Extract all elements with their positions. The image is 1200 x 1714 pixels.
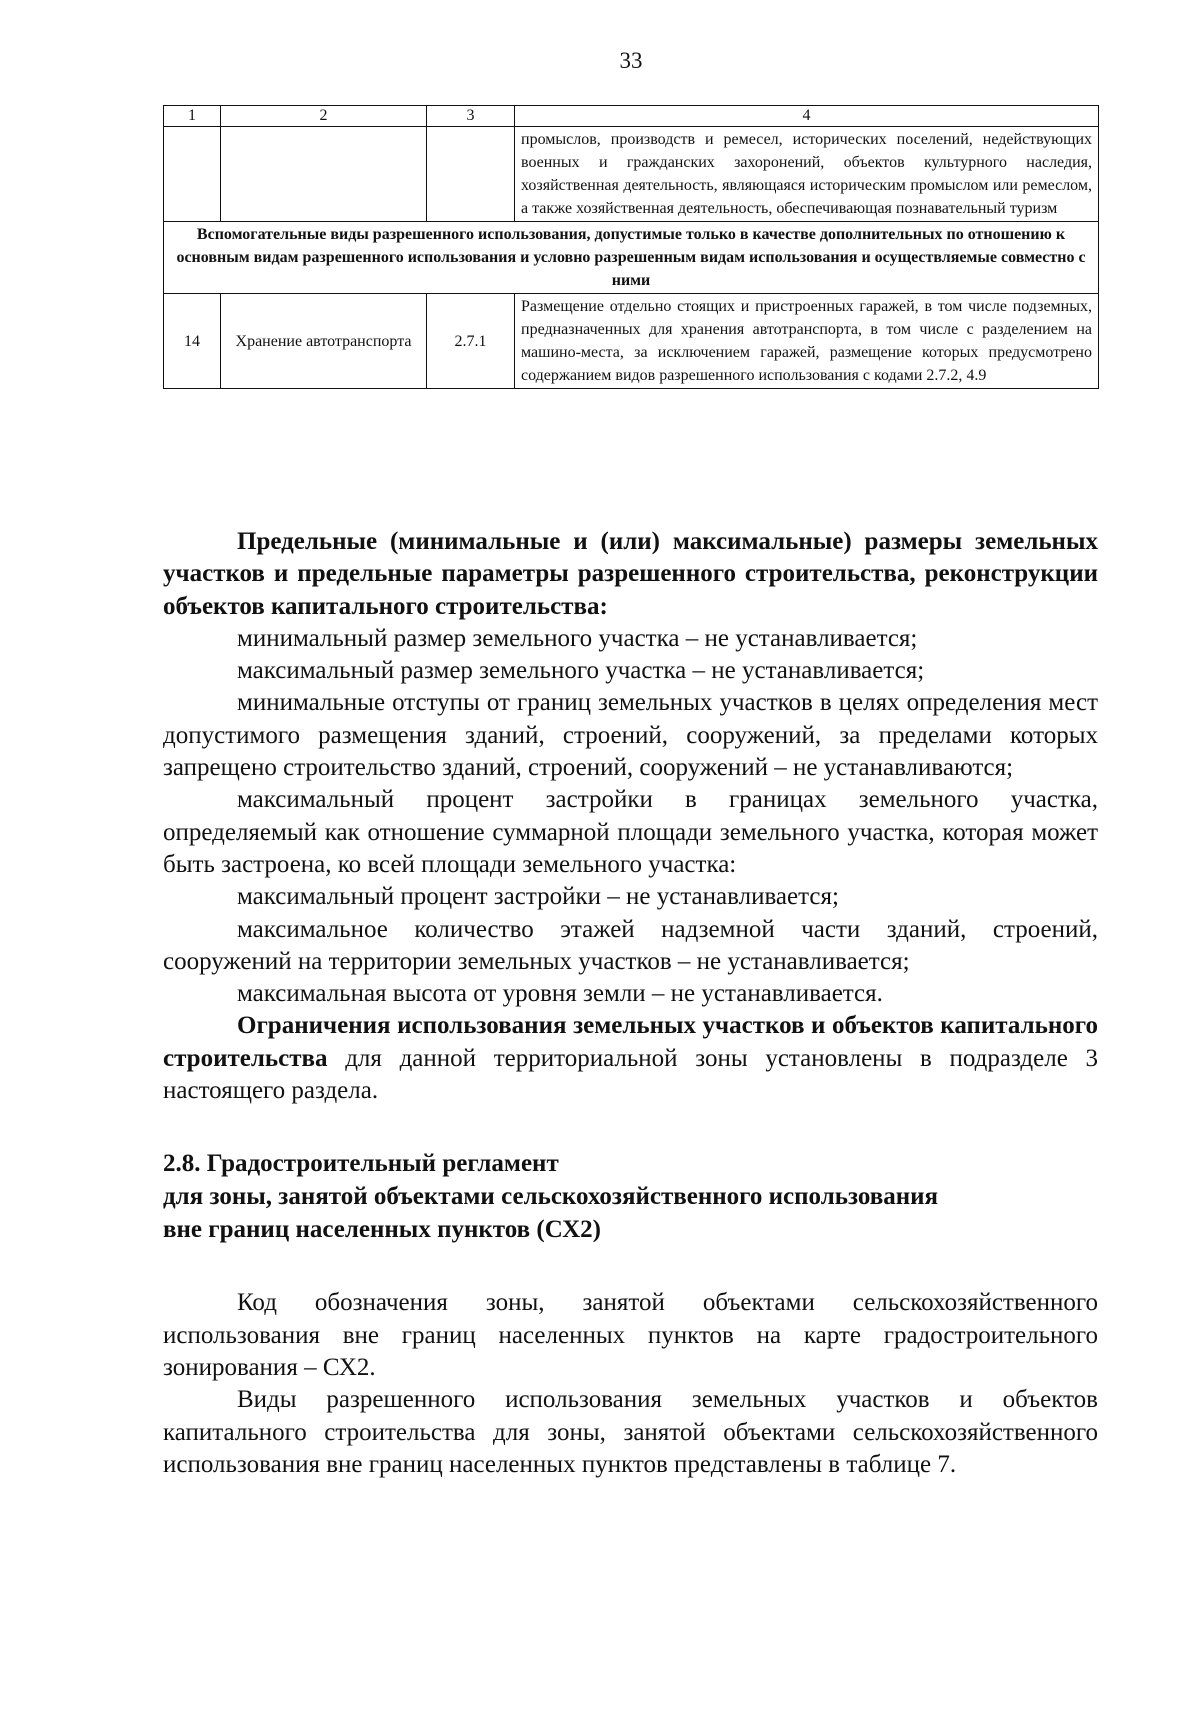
table-row [164, 294, 1099, 389]
row-description-cell: промыслов, производств и ремесел, исторических поселений, недействующих военных и гражданских захоронений, объектов культурного наследия, хозяйственная деятельность, являющаяся историческим промыслом или ремеслом, а также хозяйственная деятельность, обеспечивающая познавательный туризм [515, 127, 1099, 222]
restrictions-bold: Ограничения использования земельных участков и объектов капитального строительства [163, 1012, 1098, 1072]
row-number-cell: 14 [164, 294, 221, 389]
table-header-cell: 2 [221, 106, 427, 127]
restrictions-paragraph [163, 1010, 1098, 1107]
table-header-cell: 3 [427, 106, 515, 127]
section-title [163, 1147, 1098, 1246]
coverage-definition-text: максимальный процент застройки в границах земельного участка, определяемый как отношение суммарной площади земельного участка, которая может быть застроена, ко всей площади земельного участка: [163, 786, 1098, 878]
allowed-uses-paragraph: Виды разрешенного использования земельных участков и объектов капитального строительства для зоны, занятой объектами сельскохозяйственного использования вне границ населенных пунктов представлены в таблице 7. [163, 1386, 1098, 1478]
body-text [163, 526, 1098, 1481]
height-text: максимальная высота от уровня земли – не устанавливается. [237, 980, 883, 1008]
section-title-line: вне границ населенных пунктов (СХ2) [163, 1216, 601, 1244]
table-header-cell: 4 [515, 106, 1099, 127]
zoning-table [163, 105, 1099, 389]
table-header-cell: 1 [164, 106, 221, 127]
restrictions-rest: для данной территориальной зоны установлены в подразделе 3 настоящего раздела. [163, 1044, 1098, 1105]
table-row-continued [164, 127, 1099, 222]
max-size-text: максимальный размер земельного участка – не устанавливается; [237, 657, 925, 685]
row-code-cell [427, 127, 515, 222]
coverage-text: максимальный процент застройки – не устанавливается; [237, 883, 839, 911]
row-name-cell: Хранение автотранспорта [221, 294, 427, 389]
row-code-cell: 2.7.1 [427, 294, 515, 389]
row-number-cell [164, 127, 221, 222]
row-description-cell: Размещение отдельно стоящих и пристроенных гаражей, в том числе подземных, предназначенных для хранения автотранспорта, в том числе с разделением на машино-места, за исключением гаражей, размещение которых предусмотрено содержанием видов разрешенного использования с кодами 2.7.2, 4.9 [515, 294, 1099, 389]
table-header-row [164, 106, 1099, 127]
table-section-row [164, 222, 1099, 294]
floors-text: максимальное количество этажей надземной части зданий, строений, сооружений на территории земельных участков – не устанавливается; [163, 915, 1098, 975]
zone-code-paragraph: Код обозначения зоны, занятой объектами сельскохозяйственного использования вне границ населенных пунктов на карте градостроительного зонирования – СХ2. [163, 1289, 1098, 1381]
setbacks-text: минимальные отступы от границ земельных участков в целях определения мест допустимого размещения зданий, строений, сооружений, за пределами которых запрещено строительство зданий, строений, сооружений – не устанавливаются; [163, 689, 1098, 782]
limits-heading: Предельные (минимальные и (или) максимальные) размеры земельных участков и предельные параметры разрешенного строительства, реконструкции объектов капитального строительства: [163, 528, 1098, 620]
page-number: 33 [619, 48, 643, 73]
row-name-cell [221, 127, 427, 222]
section-title-line: для зоны, занятой объектами сельскохозяйственного использования [163, 1183, 939, 1211]
auxiliary-uses-heading: Вспомогательные виды разрешенного использования, допустимые только в качестве дополнительных по отношению к основным видам разрешенного использования и условно разрешенным видам использования и осуществляемые совместно с ними [164, 222, 1099, 294]
min-size-text: минимальный размер земельного участка – не устанавливается; [237, 624, 918, 652]
section-title-line: 2.8. Градостроительный регламент [163, 1150, 559, 1178]
